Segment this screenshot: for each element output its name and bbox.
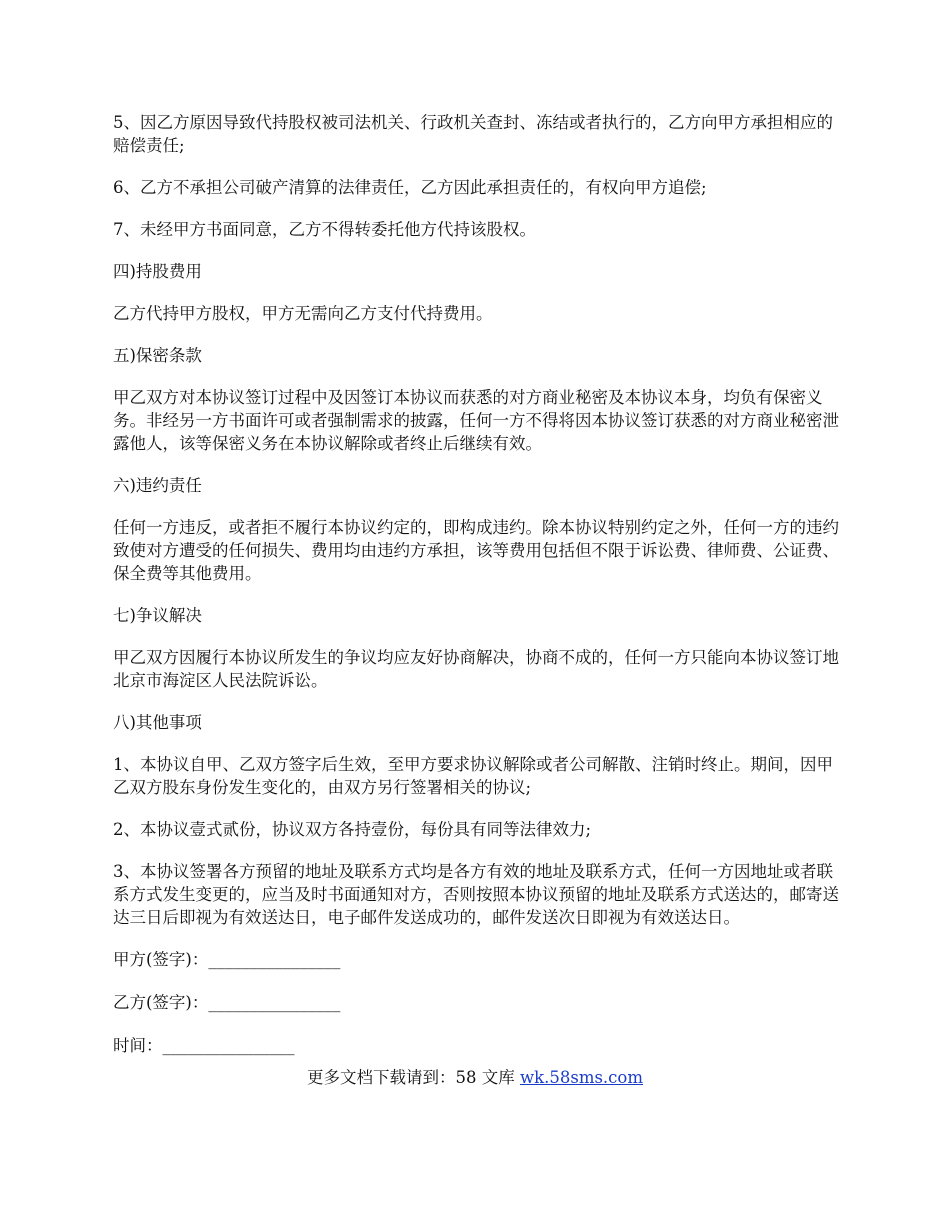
clause-6: 6、乙方不承担公司破产清算的法律责任，乙方因此承担责任的，有权向甲方追偿; xyxy=(113,178,707,197)
party-a-signature-line: 甲方(签字)：________________ xyxy=(113,950,341,969)
section-heading-other: 八)其他事项 xyxy=(113,713,202,732)
dispute-text: 甲乙双方因履行本协议所发生的争议均应友好协商解决，协商不成的，任何一方只能向本协议签订地北京市海淀区人民法院诉讼。 xyxy=(113,648,839,690)
clause-5: 5、因乙方原因导致代持股权被司法机关、行政机关查封、冻结或者执行的，乙方向甲方承担相应的赔偿责任; xyxy=(113,113,833,155)
section-heading-confidentiality: 五)保密条款 xyxy=(113,346,202,365)
party-b-signature-line: 乙方(签字)：________________ xyxy=(113,993,341,1012)
liability-text: 任何一方违反，或者拒不履行本协议约定的，即构成违约。除本协议特别约定之外，任何一方的违约致使对方遭受的任何损失、费用均由违约方承担，该等费用包括但不限于诉讼费、律师费、公证费、保全费等其他费用。 xyxy=(113,518,839,583)
section-heading-liability: 六)违约责任 xyxy=(113,476,202,495)
section-heading-dispute: 七)争议解决 xyxy=(113,606,202,625)
clause-7: 7、未经甲方书面同意，乙方不得转委托他方代持该股权。 xyxy=(113,220,536,239)
confidentiality-text: 甲乙双方对本协议签订过程中及因签订本协议而获悉的对方商业秘密及本协议本身，均负有保密义务。非经另一方书面许可或者强制需求的披露，任何一方不得将因本协议签订获悉的对方商业秘密泄露他人，该等保密义务在本协议解除或者终止后继续有效。 xyxy=(113,388,839,453)
other-clause-3: 3、本协议签署各方预留的地址及联系方式均是各方有效的地址及联系方式，任何一方因地址或者联系方式发生变更的，应当及时书面通知对方，否则按照本协议预留的地址及联系方式送达的，邮寄送达三日后即视为有效送达日，电子邮件发送成功的，邮件发送次日即视为有效送达日。 xyxy=(113,862,839,927)
other-clause-1: 1、本协议自甲、乙双方签字后生效，至甲方要求协议解除或者公司解散、注销时终止。期间，因甲乙双方股东身份发生变化的，由双方另行签署相关的协议; xyxy=(113,755,833,797)
footer-prefix: 更多文档下载请到：58 文库 xyxy=(306,1068,520,1087)
document-body xyxy=(113,111,843,1077)
holding-fees-text: 乙方代持甲方股权，甲方无需向乙方支付代持费用。 xyxy=(113,304,493,323)
footer xyxy=(0,1066,950,1089)
footer-link[interactable]: wk.58sms.com xyxy=(519,1068,643,1087)
other-clause-2: 2、本协议壹式贰份，协议双方各持壹份，每份具有同等法律效力; xyxy=(113,820,592,839)
date-line: 时间：________________ xyxy=(113,1036,295,1055)
section-heading-holding-fees: 四)持股费用 xyxy=(113,262,202,281)
